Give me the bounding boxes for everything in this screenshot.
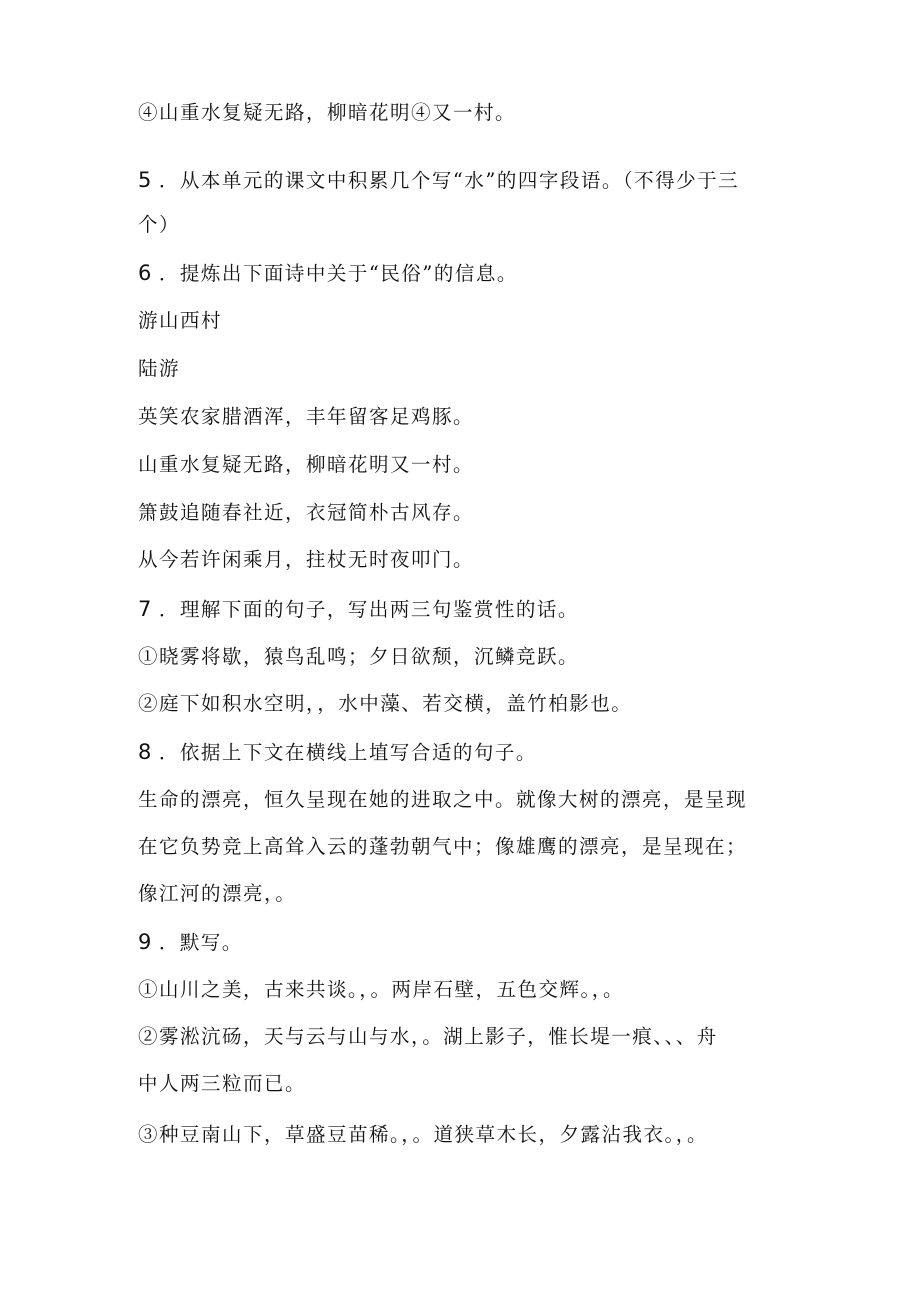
question-number: 7 (138, 597, 153, 621)
text-line: ②庭下如积水空明，，水中藻、若交横，盖竹柏影也。 (138, 692, 633, 715)
poem-line: 箫鼓追随春社近，衣冠简朴古风存。 (138, 501, 475, 524)
question-number: 5 (138, 168, 153, 192)
text-line: 在它负势竞上高耸入云的蓬勃朝气中；像雄鹰的漂亮，是呈现在； (138, 835, 748, 858)
question-8: 8 ．依据上下文在横线上埴写合适的句子。 (138, 740, 537, 764)
text-line: ①晓雾将歇，猿鸟乱鸣；夕日欲颓，沉鳞竞跃。 (138, 645, 580, 668)
question-number: 9 (138, 930, 153, 954)
question-number: 8 (138, 740, 153, 764)
text-line: ④山重水复疑无路，柳暗花明④又一村。 (138, 101, 517, 124)
question-5: 5 ．从本单元的课文中积累几个写“水”的四字段语。（不得少于三 (138, 168, 740, 192)
text-line: 生命的漂亮，恒久呈现在她的进取之中。就像大树的漂亮，是呈现 (138, 788, 748, 811)
text-line: 中人两三粒而已。 (138, 1072, 307, 1095)
poem-line: 英笑农家腊酒浑，丰年留客足鸡豚。 (138, 405, 475, 428)
question-number: 6 (138, 261, 153, 285)
text-line: 个） (138, 213, 181, 236)
question-6: 6 ．提炼出下面诗中关于“民俗”的信息。 (138, 261, 518, 285)
text-line: ①山川之美，古来共谈。，。两岸石壁，五色交辉。，。 (138, 978, 625, 1001)
poem-line: 从今若许闲乘月，拄杖无时夜叩门。 (138, 548, 475, 571)
poem-author: 陆游 (138, 357, 181, 380)
text-line: 像江河的漂亮，。 (138, 882, 297, 905)
poem-title: 游山西村 (138, 309, 223, 332)
text-line: ②雾淞沆砀，天与云与山与水，。湖上影子，惟长堤一痕、、、舟 (138, 1025, 718, 1048)
poem-line: 山重水复疑无路，柳暗花明又一村。 (138, 453, 475, 476)
question-9: 9 ．默写。 (138, 930, 243, 954)
question-7: 7 ．理解下面的句子，写出两三句鉴赏性的话。 (138, 597, 579, 621)
text-line: ③种豆南山下，草盛豆苗稀。，。道狭草木长，夕露沾我衣。，。 (138, 1123, 709, 1146)
